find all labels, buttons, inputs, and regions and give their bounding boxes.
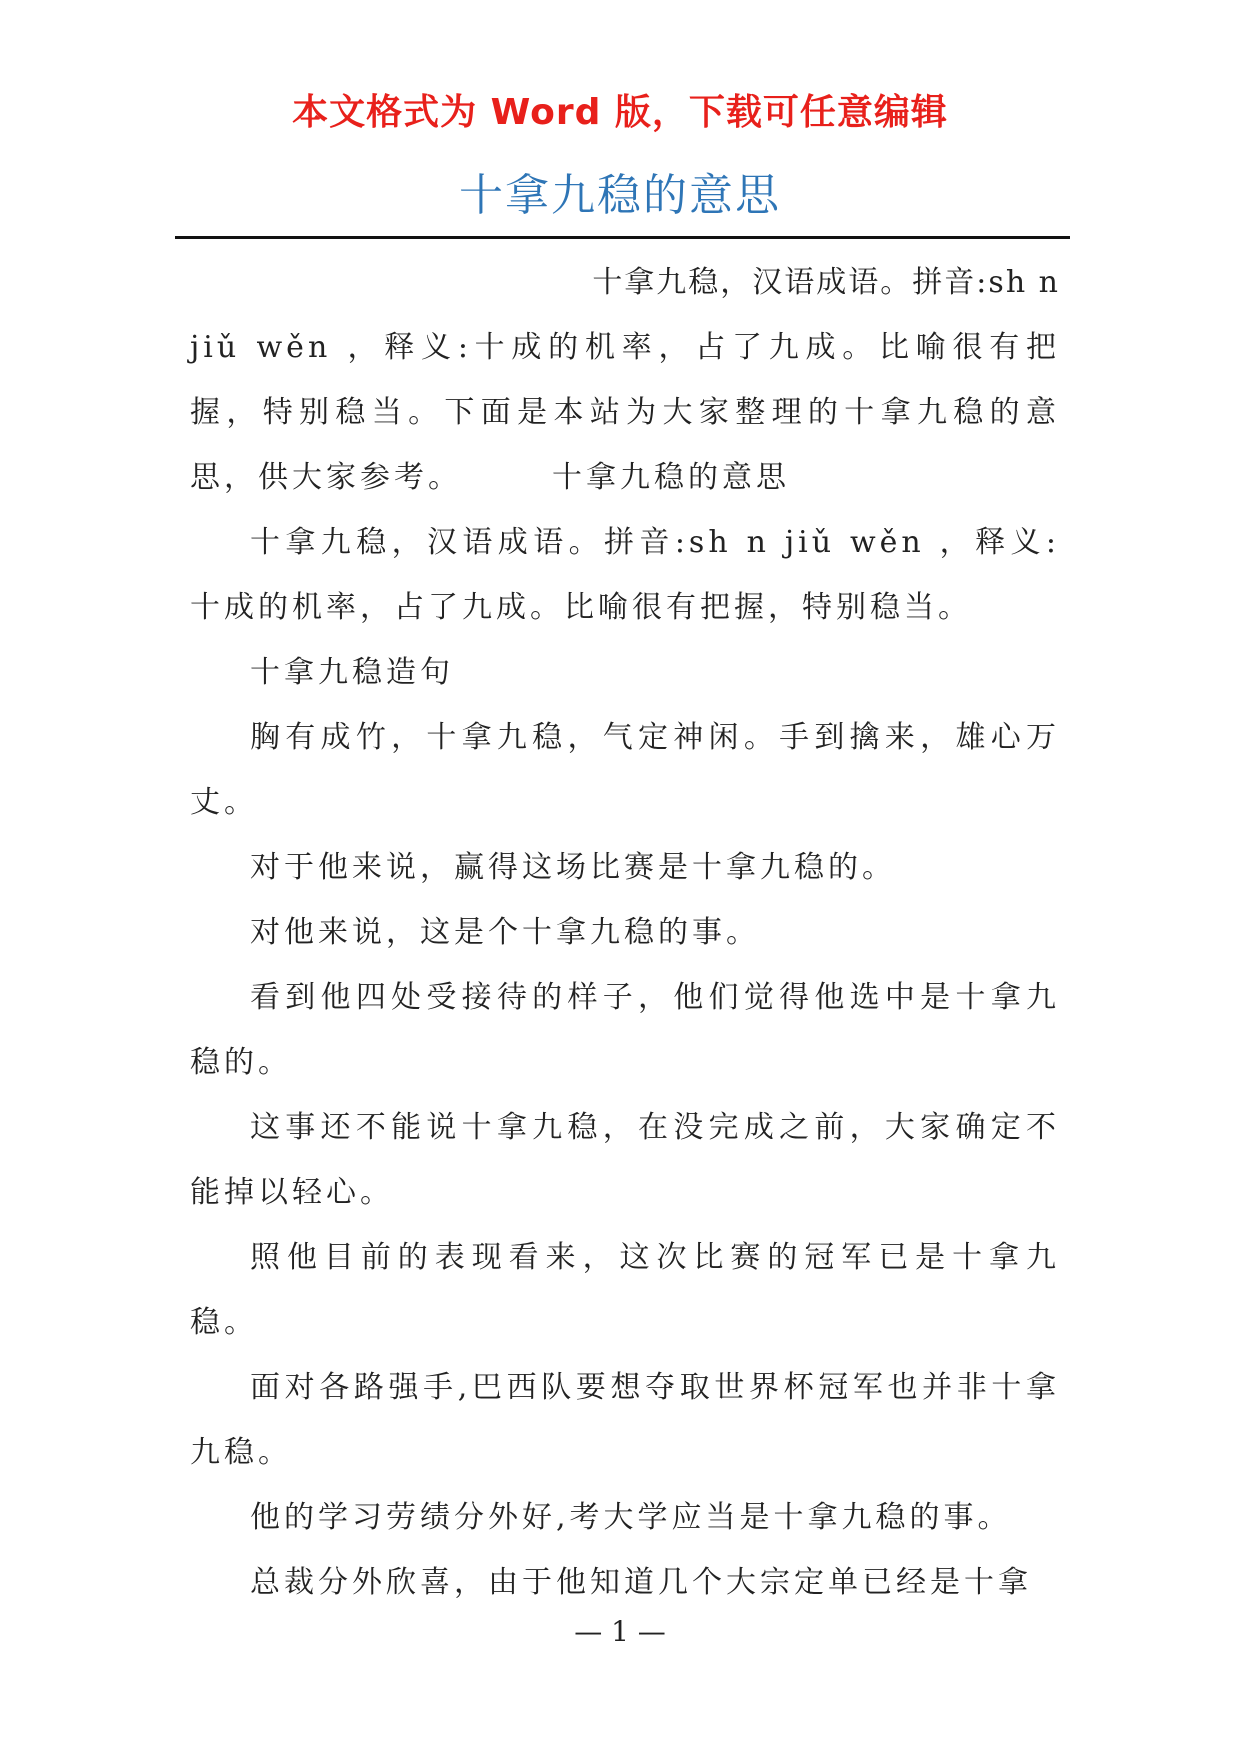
intro-rest: jiǔ wěn ，释义:十成的机率，占了九成。比喻很有把握，特别稳当。下面是本站为大家整理的十拿九稳的意思，供大家参考。: [190, 330, 1060, 495]
page-title: 十拿九稳的意思: [459, 170, 781, 221]
paragraph: 看到他四处受接待的样子，他们觉得他选中是十拿九稳的。: [190, 980, 1060, 1080]
paragraph: 十拿九稳，汉语成语。拼音:sh n jiǔ wěn ，释义:十成的机率，占了九成。比喻很有把握，特别稳当。: [190, 525, 1060, 625]
paragraph: 照他目前的表现看来，这次比赛的冠军已是十拿九稳。: [190, 1240, 1060, 1340]
paragraph: 对于他来说，赢得这场比赛是十拿九稳的。: [250, 850, 896, 885]
paragraph: 对他来说，这是个十拿九稳的事。: [250, 915, 760, 950]
title-divider: [175, 236, 1070, 239]
format-notice-banner: 本文格式为 Word 版，下载可任意编辑: [292, 92, 948, 133]
intro-heading: 十拿九稳的意思: [552, 460, 790, 495]
page-number: — 1 —: [574, 1615, 666, 1648]
intro-lead: 十拿九稳，汉语成语。拼音:sh n: [592, 265, 1060, 300]
paragraph: 他的学习劳绩分外好,考大学应当是十拿九稳的事。: [250, 1500, 1012, 1535]
paragraph: 胸有成竹，十拿九稳，气定神闲。手到擒来，雄心万丈。: [190, 720, 1060, 820]
paragraph: 总裁分外欣喜，由于他知道几个大宗定单已经是十拿: [250, 1565, 1032, 1600]
section-heading: 十拿九稳造句: [250, 655, 454, 690]
intro-paragraph: [190, 250, 1060, 510]
document-body: [190, 250, 1060, 1615]
paragraph: 这事还不能说十拿九稳，在没完成之前，大家确定不能掉以轻心。: [190, 1110, 1060, 1210]
paragraph: 面对各路强手,巴西队要想夺取世界杯冠军也并非十拿九稳。: [190, 1370, 1060, 1470]
